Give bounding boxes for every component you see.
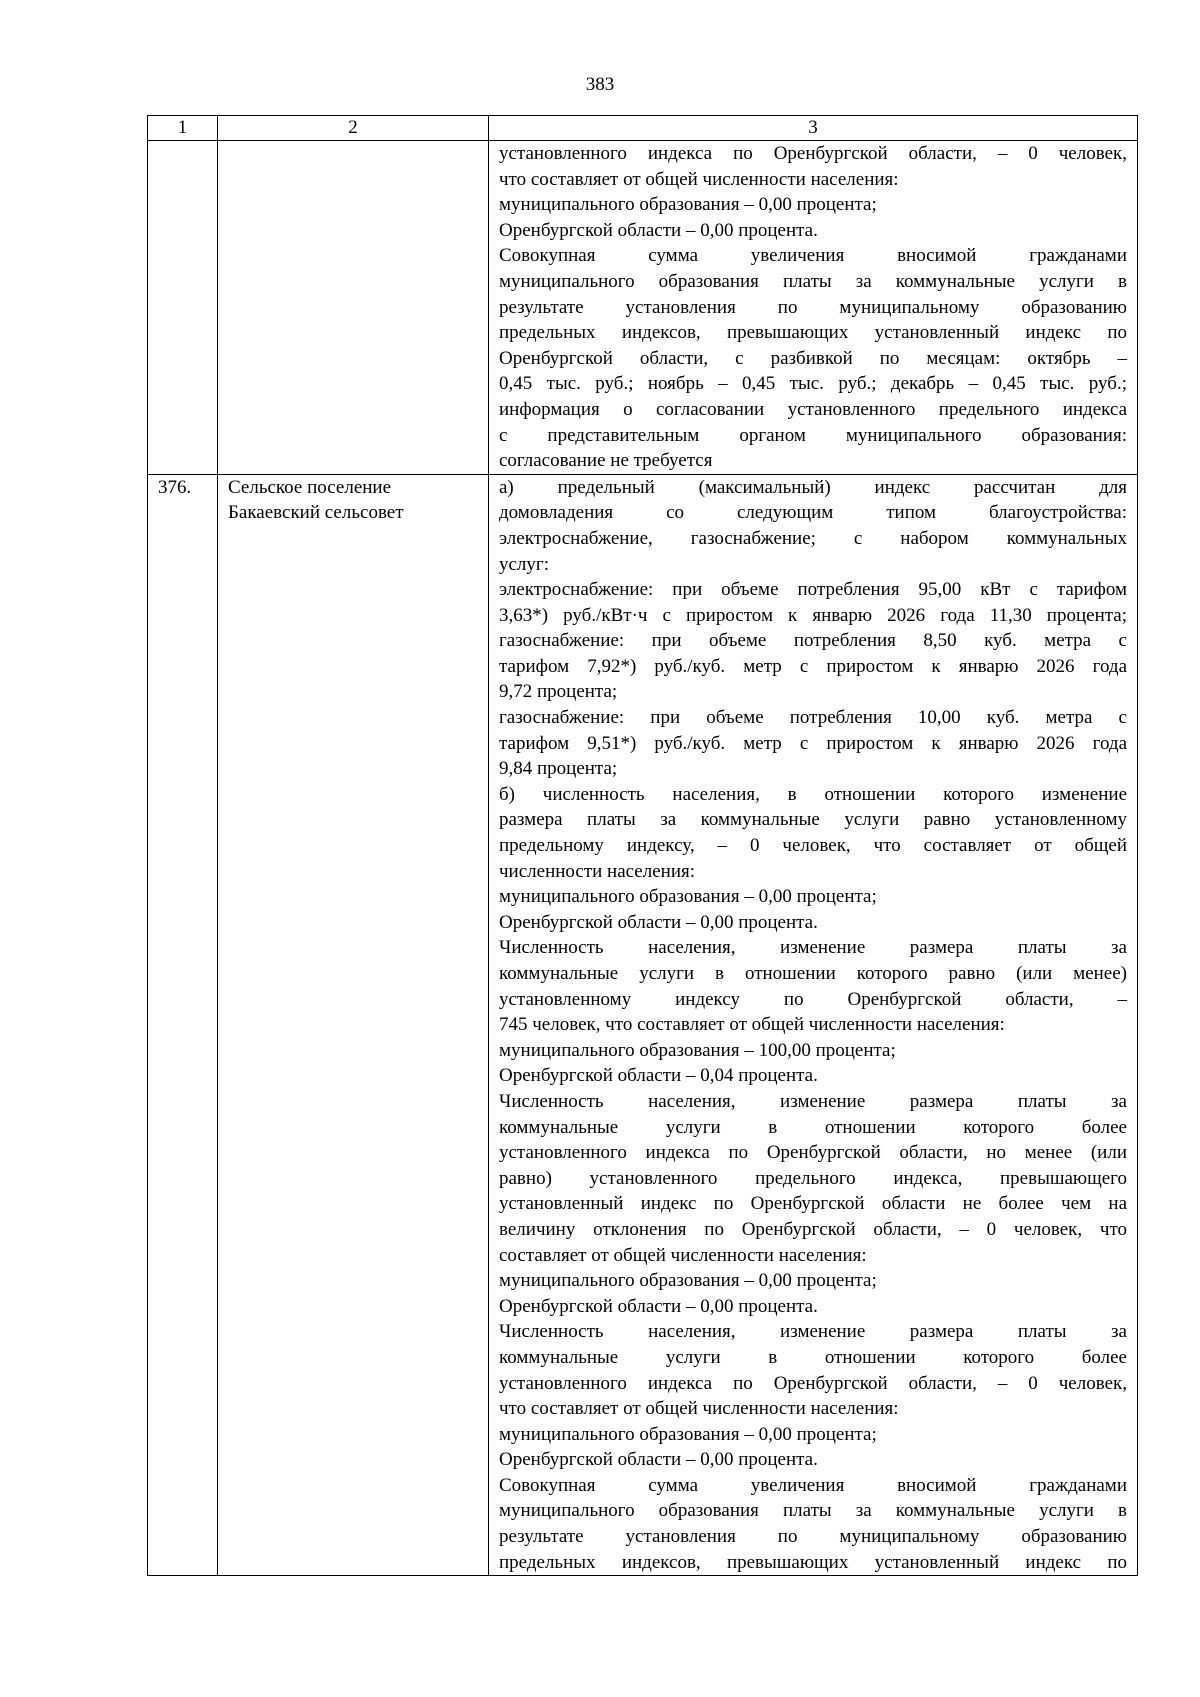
description-line: электроснабжение, газоснабжение; с набором коммунальных [499,527,1127,549]
table-row [148,474,1138,1576]
description-line: муниципального образования – 0,00 процента; [499,1423,877,1445]
description-line: муниципального образования – 0,00 процента; [499,886,877,908]
description-line: результате установления по муниципальному образованию [499,296,1127,318]
municipality-name-line: Бакаевский сельсовет [228,502,404,524]
description-line: Оренбургской области, с разбивкой по месяцам: октябрь – [499,347,1127,369]
description-line: услуг: [499,553,549,575]
description-line: результате установления по муниципальному образованию [499,1526,1127,1548]
description-line: 0,45 тыс. руб.; ноябрь – 0,45 тыс. руб.; декабрь – 0,45 тыс. руб.; [499,373,1127,395]
description-line: газоснабжение: при объеме потребления 8,50 куб. метра с [499,630,1127,652]
description-line: муниципального образования – 0,00 процента; [499,1270,877,1292]
document-table [147,115,1138,1576]
description-line: а) предельный (максимальный) индекс рассчитан для [499,476,1127,498]
description-line: предельных индексов, превышающих установленный индекс по [499,1551,1127,1573]
description-line: 9,72 процента; [499,681,618,703]
table-row [148,141,1138,475]
description-line: установленного индекса по Оренбургской области, – 0 человек, [499,143,1127,164]
municipality-name-cell [218,141,489,475]
description-line: 3,63*) руб./кВт·ч с приростом к январю 2026 года 11,30 процента; [499,604,1127,626]
description-line: электроснабжение: при объеме потребления 95,00 кВт с тарифом [499,579,1127,601]
description-cell [489,141,1138,475]
description-line: что составляет от общей численности населения: [499,1398,899,1420]
municipality-name-cell [218,474,489,1576]
description-line: Оренбургской области – 0,00 процента. [499,1295,818,1317]
description-line: Численность населения, изменение размера платы за [499,937,1127,959]
description-line: равно) установленного предельного индекса, превышающего [499,1167,1127,1189]
description-line: коммунальные услуги в отношении которого более [499,1116,1127,1138]
description-line: предельному индексу, – 0 человек, что составляет от общей [499,835,1127,857]
table-header-row [148,116,1138,141]
description-line: домовладения со следующим типом благоустройства: [499,502,1127,524]
row-number-cell [148,141,218,475]
header-cell-2: 2 [218,116,489,141]
header-cell-1: 1 [148,116,218,141]
description-cell [489,474,1138,1576]
description-line: согласование не требуется [499,450,713,472]
municipality-name-line: Сельское поселение [228,476,392,498]
table-body [148,116,1138,1576]
description-line: муниципального образования платы за коммунальные услуги в [499,1500,1127,1522]
description-line: что составляет от общей численности населения: [499,168,899,190]
description-line: установленному индексу по Оренбургской области, – [499,988,1127,1010]
row-number-cell: 376. [148,474,218,1576]
page-number: 383 [585,74,615,95]
description-line: установленного индекса по Оренбургской области, но менее (или [499,1142,1127,1164]
description-line: предельных индексов, превышающих установленный индекс по [499,322,1127,344]
description-line: 745 человек, что составляет от общей численности населения: [499,1014,1005,1036]
description-line: муниципального образования – 100,00 процента; [499,1039,896,1061]
description-line: Численность населения, изменение размера платы за [499,1321,1127,1343]
description-line: муниципального образования – 0,00 процента; [499,194,877,216]
description-line: тарифом 7,92*) руб./куб. метр с приростом к январю 2026 года [499,655,1127,677]
description-line: составляет от общей численности населения: [499,1244,867,1266]
description-line: величину отклонения по Оренбургской области, – 0 человек, что [499,1218,1127,1240]
description-line: Оренбургской области – 0,00 процента. [499,1449,818,1471]
description-line: 9,84 процента; [499,758,618,780]
header-cell-3: 3 [489,116,1138,141]
description-line: с представительным органом муниципального образования: [499,424,1127,446]
description-line: Совокупная сумма увеличения вносимой гражданами [499,1474,1127,1496]
description-line: Численность населения, изменение размера платы за [499,1090,1127,1112]
description-line: Оренбургской области – 0,00 процента. [499,219,818,241]
description-line: муниципального образования платы за коммунальные услуги в [499,270,1127,292]
description-line: установленного индекса по Оренбургской области, – 0 человек, [499,1372,1127,1394]
description-line: коммунальные услуги в отношении которого равно (или менее) [499,963,1127,984]
description-line: установленный индекс по Оренбургской области не более чем на [499,1193,1127,1215]
description-line: б) численность населения, в отношении которого изменение [499,783,1127,805]
description-line: газоснабжение: при объеме потребления 10,00 куб. метра с [499,707,1127,729]
description-line: коммунальные услуги в отношении которого более [499,1346,1127,1368]
description-line: Совокупная сумма увеличения вносимой гражданами [499,245,1127,267]
description-line: Оренбургской области – 0,04 процента. [499,1065,818,1087]
description-line: размера платы за коммунальные услуги равно установленному [499,809,1127,831]
description-line: Оренбургской области – 0,00 процента. [499,911,818,933]
description-line: тарифом 9,51*) руб./куб. метр с приростом к январю 2026 года [499,732,1127,754]
description-line: информация о согласовании установленного предельного индекса [499,398,1127,420]
description-line: численности населения: [499,860,696,882]
